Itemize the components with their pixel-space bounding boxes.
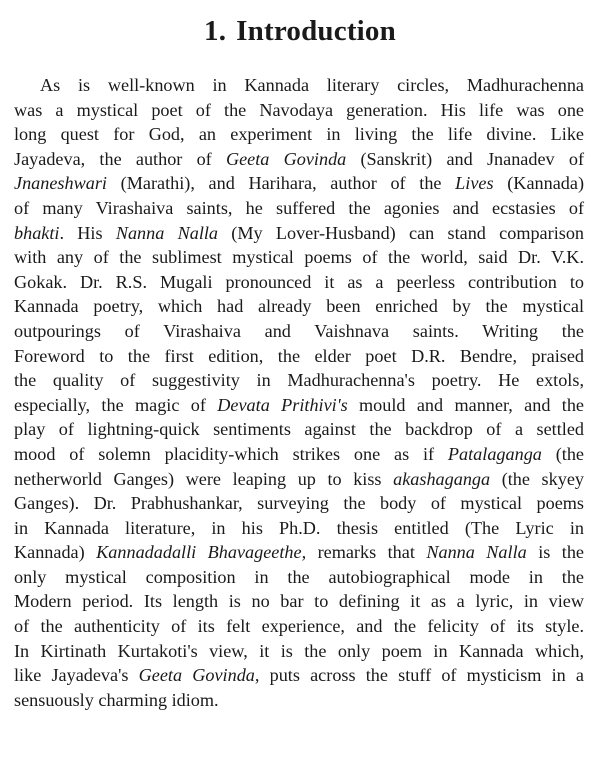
text-line [14, 516, 584, 541]
text-line [14, 294, 584, 319]
text-segment: netherworld Ganges) were leaping up to kiss [14, 468, 394, 489]
italic-title: Geeta Govinda [225, 148, 347, 169]
text-segment: Kannada poetry, which had already been enriched by the mystical [14, 296, 584, 317]
text-segment: of the authenticity of its felt experience, and the felicity of its style. [14, 616, 584, 637]
text-segment: (the [541, 443, 584, 464]
text-line [14, 393, 584, 418]
text-segment: Kannada) [14, 542, 97, 563]
text-segment: (Marathi), and Harihara, author of the [106, 173, 456, 194]
text-segment: mood of solemn placidity-which strikes one as if [14, 443, 448, 464]
italic-title: akashaganga [393, 468, 491, 489]
italic-title: Lives [455, 173, 494, 194]
text-line [14, 171, 584, 196]
text-line [14, 319, 584, 344]
text-segment: Gokak. Dr. R.S. Mugali pronounced it as a peerless contribution to [14, 271, 584, 292]
text-line [14, 147, 584, 172]
italic-title: Geeta Govinda [138, 665, 255, 686]
text-segment: , puts across the stuff of mysticism in a [254, 665, 585, 686]
text-line [14, 614, 584, 639]
italic-title: Devata Prithivi's [217, 394, 348, 415]
text-segment: outpourings of Virashaiva and Vaishnava saints. Writing the [14, 320, 584, 341]
text-segment: mould and manner, and the [347, 394, 584, 415]
text-segment: sensuously charming idiom. [14, 689, 219, 710]
text-line [14, 245, 584, 270]
text-line [14, 639, 584, 664]
text-line [14, 491, 584, 516]
text-segment: Foreword to the first edition, the elder poet D.R. Bendre, praised [14, 345, 584, 366]
text-segment: like Jayadeva's [14, 665, 139, 686]
text-segment: play of lightning-quick sentiments against the backdrop of a settled [14, 419, 584, 440]
text-segment: Modern period. Its length is no bar to defining it as a lyric, in view [14, 591, 584, 612]
text-segment: remarks that [306, 542, 427, 563]
text-line [14, 344, 584, 369]
italic-title: Jnaneshwari [14, 173, 107, 194]
italic-title: Nanna Nalla [115, 222, 219, 243]
text-line [14, 73, 584, 98]
text-line [14, 368, 584, 393]
italic-title: bhakti [14, 222, 60, 243]
text-line [14, 688, 584, 713]
text-line [14, 589, 584, 614]
text-segment: Jayadeva, the author of [14, 148, 226, 169]
text-segment: was a mystical poet of the Navodaya generation. His life was one [14, 99, 584, 120]
text-segment: . His [59, 222, 116, 243]
text-line [14, 417, 584, 442]
text-segment: (Sanskrit) and Jnanadev of [346, 148, 585, 169]
text-line [14, 196, 584, 221]
introduction-paragraph [14, 73, 584, 712]
text-segment: (the skyey [490, 468, 584, 489]
text-segment: with any of the sublimest mystical poems of the world, said Dr. V.K. [14, 247, 584, 268]
text-line [14, 98, 584, 123]
chapter-title: Introduction [236, 15, 396, 47]
text-line [14, 565, 584, 590]
text-line [14, 467, 584, 492]
text-line [14, 270, 584, 295]
text-segment: (My Lover-Husband) can stand comparison [218, 222, 585, 243]
text-segment: In Kirtinath Kurtakoti's view, it is the only poem in Kannada which, [14, 640, 584, 661]
text-segment: of many Virashaiva saints, he suffered the agonies and ecstasies of [14, 197, 584, 218]
text-segment: (Kannada) [493, 173, 584, 194]
text-line [14, 442, 584, 467]
text-segment: only mystical composition in the autobiographical mode in the [14, 566, 584, 587]
text-line [14, 221, 584, 246]
text-segment: especially, the magic of [14, 394, 218, 415]
text-line [14, 540, 584, 565]
text-line [14, 663, 584, 688]
italic-title: Kannadadalli Bhavageethe, [96, 542, 307, 563]
chapter-number: 1. [204, 15, 227, 47]
chapter-heading [0, 14, 600, 48]
italic-title: Nanna Nalla [426, 542, 527, 563]
text-segment: in Kannada literature, in his Ph.D. thesis entitled (The Lyric in [14, 517, 584, 538]
text-segment: the quality of suggestivity in Madhurachenna's poetry. He extols, [14, 370, 584, 391]
text-line [14, 122, 584, 147]
text-segment: long quest for God, an experiment in living the life divine. Like [14, 124, 584, 145]
text-segment: is the [526, 542, 584, 563]
text-segment: Ganges). Dr. Prabhushankar, surveying the body of mystical poems [14, 493, 584, 514]
text-segment: As is well-known in Kannada literary circles, Madhurachenna [40, 75, 584, 95]
italic-title: Patalaganga [447, 443, 542, 464]
